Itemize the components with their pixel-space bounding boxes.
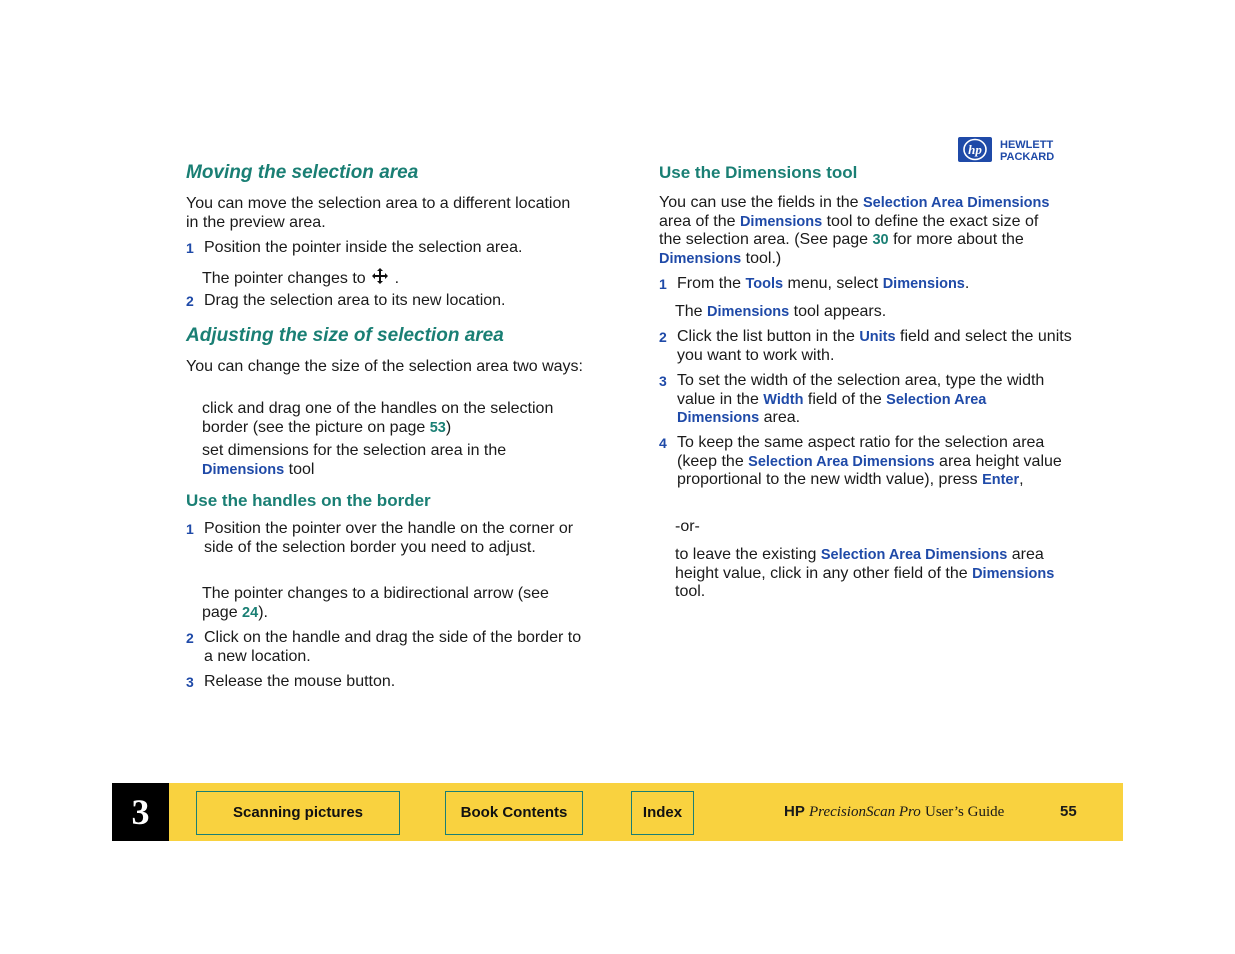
page-number: 55 (1060, 803, 1077, 820)
dimensions-step-1: 1 From the Tools menu, select Dimensions. (659, 275, 970, 292)
dimensions-alternative: to leave the existing Selection Area Dimensions area height value, click in any other field of the Dimensions tool. (675, 546, 1055, 600)
handles-step-1: 1 Position the pointer over the handle on the corner or side of the selection border you need to adjust. (186, 520, 574, 556)
handles-step-1-note: The pointer changes to a bidirectional arrow (see page 24). (202, 585, 549, 621)
index-button[interactable]: Index (631, 791, 694, 835)
adjust-option-1: click and drag one of the handles on the selection border (see the picture on page 53) (202, 400, 554, 436)
moving-intro: You can move the selection area to a different location in the preview area. (186, 195, 571, 231)
dimensions-step-4: 4 To keep the same aspect ratio for the selection area (keep the Selection Area Dimensions area height value proportional to the new width value), press Enter, (659, 434, 1062, 488)
logo-line2: PACKARD (1000, 151, 1055, 163)
chapter-tab: 3 (112, 783, 169, 841)
or-separator: -or- (675, 518, 700, 535)
heading-adjusting-size: Adjusting the size of selection area (186, 325, 504, 346)
book-contents-button[interactable]: Book Contents (445, 791, 583, 835)
heading-use-handles: Use the handles on the border (186, 491, 431, 510)
handles-step-3: 3 Release the mouse button. (186, 673, 396, 690)
page-link-53[interactable]: 53 (429, 419, 446, 436)
scanning-pictures-button[interactable]: Scanning pictures (196, 791, 400, 835)
hp-logo-icon (957, 137, 1079, 163)
moving-step-2: 2 Drag the selection area to its new location. (186, 292, 506, 309)
moving-step-1: 1 Position the pointer inside the selection area. (186, 239, 523, 256)
dimensions-step-3: 3 To set the width of the selection area, type the width value in the Width field of the Selection Area Dimensions area. (659, 372, 1045, 426)
dimensions-step-2: 2 Click the list button in the Units field and select the units you want to work with. (659, 328, 1072, 364)
page-link-30[interactable]: 30 (872, 232, 889, 248)
page-link-24[interactable]: 24 (242, 604, 259, 621)
adjust-option-2: set dimensions for the selection area in the Dimensions tool (202, 442, 507, 478)
svg-text:hp: hp (968, 142, 982, 157)
heading-moving-selection: Moving the selection area (186, 162, 419, 183)
footer-bar (112, 783, 1123, 841)
step-number: 1 (186, 240, 194, 256)
adjusting-intro: You can change the size of the selection area two ways: (186, 358, 583, 375)
guide-title: HP PrecisionScan Pro User’s Guide (784, 803, 1005, 820)
dimensions-intro: You can use the fields in the Selection Area Dimensions area of the Dimensions tool to define the exact size of the selection area. (See page 30 for more about the Dimensions tool.) (659, 194, 1050, 267)
logo-line1: HEWLETT (1000, 139, 1054, 151)
moving-step-1-note: The pointer changes to . (202, 267, 582, 289)
dimensions-step-1-note: The Dimensions tool appears. (675, 303, 887, 320)
move-cursor-icon (370, 267, 390, 285)
hewlett-packard-logo (957, 137, 1079, 163)
heading-dimensions-tool: Use the Dimensions tool (659, 163, 858, 182)
handles-step-2: 2 Click on the handle and drag the side of the border to a new location. (186, 629, 582, 665)
